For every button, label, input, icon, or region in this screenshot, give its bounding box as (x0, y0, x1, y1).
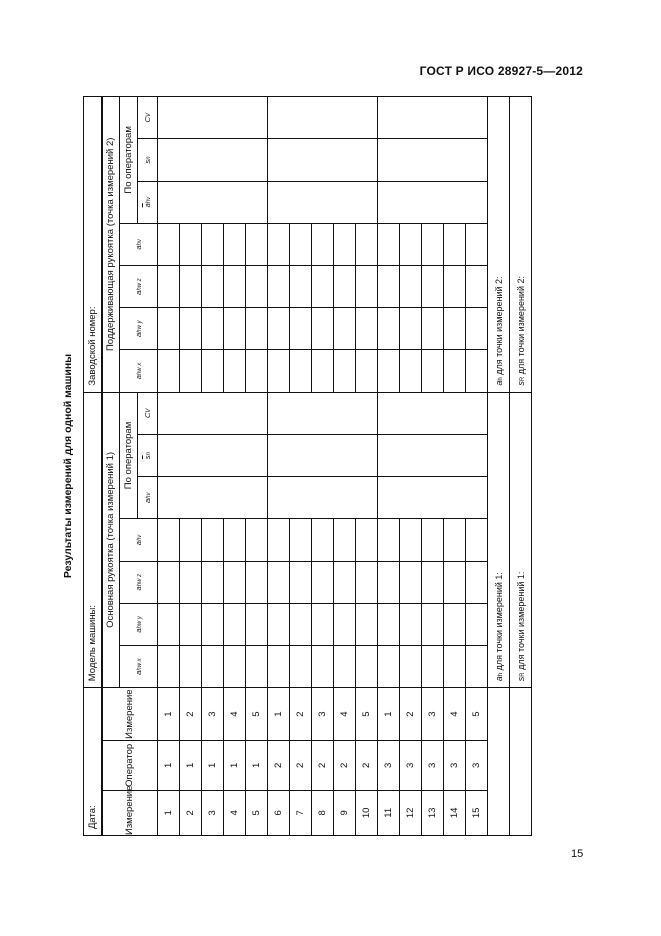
rotated-table-container (62, 96, 545, 836)
value-cell[interactable] (378, 308, 400, 350)
value-cell[interactable] (312, 223, 334, 265)
ahwy-header-2: ahw y (120, 308, 158, 350)
value-cell[interactable] (180, 603, 202, 645)
value-cell[interactable] (444, 308, 466, 350)
value-cell[interactable] (422, 603, 444, 645)
value-cell[interactable] (334, 265, 356, 307)
value-cell[interactable] (246, 519, 268, 561)
value-cell[interactable] (334, 603, 356, 645)
row-operator: 2 (268, 741, 290, 791)
row-measurement: 2 (180, 688, 202, 741)
value-cell[interactable] (400, 350, 422, 392)
value-cell[interactable] (444, 265, 466, 307)
row-number: 4 (224, 790, 246, 835)
value-cell[interactable] (158, 646, 180, 688)
row-number: 3 (202, 790, 224, 835)
value-cell[interactable] (158, 603, 180, 645)
row-operator: 2 (334, 741, 356, 791)
value-cell[interactable] (378, 265, 400, 307)
by-operators-1: По операторам (120, 392, 138, 519)
table-row (378, 97, 400, 836)
value-cell[interactable] (180, 561, 202, 603)
row-measurement: 4 (334, 688, 356, 741)
value-cell[interactable] (466, 519, 488, 561)
value-cell[interactable] (312, 350, 334, 392)
row-number: 15 (466, 790, 488, 835)
row-operator: 1 (158, 741, 180, 791)
value-cell[interactable] (312, 519, 334, 561)
value-cell[interactable] (466, 646, 488, 688)
value-cell[interactable] (400, 223, 422, 265)
ahwz-header-1: ahw z (120, 561, 158, 603)
ahv-mean-header-2: $\overline{a}hv$ (138, 181, 158, 223)
value-cell[interactable] (202, 308, 224, 350)
group2-header: Поддерживающая рукоятка (точка измерений 2) (102, 97, 120, 393)
value-cell[interactable] (290, 603, 312, 645)
value-cell[interactable] (422, 223, 444, 265)
value-cell[interactable] (246, 561, 268, 603)
row-measurement: 1 (158, 688, 180, 741)
value-cell[interactable] (202, 561, 224, 603)
row-operator: 3 (378, 741, 400, 791)
row-number: 12 (400, 790, 422, 835)
value-cell[interactable] (246, 223, 268, 265)
value-cell[interactable] (312, 308, 334, 350)
row-number: 1 (158, 790, 180, 835)
value-cell[interactable] (378, 223, 400, 265)
value-cell[interactable] (356, 308, 378, 350)
ahv-mean-header-1: ahv (138, 477, 158, 519)
ahwx-header-2: ahw x (120, 350, 158, 392)
operator-stat-cell[interactable] (268, 434, 378, 476)
date-label: Дата: (84, 688, 102, 836)
value-cell[interactable] (334, 308, 356, 350)
value-cell[interactable] (422, 308, 444, 350)
value-cell[interactable] (444, 561, 466, 603)
operator-stat-cell[interactable] (268, 477, 378, 519)
value-cell[interactable] (422, 350, 444, 392)
value-cell[interactable] (422, 561, 444, 603)
model-label: Модель машины: (84, 392, 102, 688)
row-measurement: 3 (312, 688, 334, 741)
ah-point2: ah для точки измерений 2: (488, 97, 510, 393)
by-operators-2: По операторам (120, 97, 138, 224)
value-cell[interactable] (246, 308, 268, 350)
row-operator: 3 (444, 741, 466, 791)
value-cell[interactable] (268, 265, 290, 307)
row-operator: 1 (246, 741, 268, 791)
value-cell[interactable] (246, 265, 268, 307)
value-cell[interactable] (202, 519, 224, 561)
row-operator: 1 (202, 741, 224, 791)
row-number: 2 (180, 790, 202, 835)
value-cell[interactable] (466, 561, 488, 603)
value-cell[interactable] (180, 265, 202, 307)
row-measurement: 1 (268, 688, 290, 741)
value-cell[interactable] (312, 561, 334, 603)
ahv-header-2: ahv (120, 223, 158, 265)
value-cell[interactable] (290, 308, 312, 350)
operator-stat-cell[interactable] (158, 434, 268, 476)
value-cell[interactable] (158, 519, 180, 561)
operator-stat-cell[interactable] (378, 434, 488, 476)
value-cell[interactable] (180, 646, 202, 688)
operator-stat-cell[interactable] (378, 477, 488, 519)
ahwx-header-1: ahw x (120, 646, 158, 688)
value-cell[interactable] (312, 603, 334, 645)
value-cell[interactable] (180, 350, 202, 392)
value-cell[interactable] (290, 350, 312, 392)
cv-header-1: CV (138, 392, 158, 434)
operator-stat-cell[interactable] (158, 392, 268, 434)
row-measurement: 5 (356, 688, 378, 741)
value-cell[interactable] (466, 603, 488, 645)
header-operator: Оператор (102, 741, 158, 791)
value-cell[interactable] (268, 308, 290, 350)
value-cell[interactable] (268, 646, 290, 688)
row-number: 9 (334, 790, 356, 835)
value-cell[interactable] (158, 265, 180, 307)
value-cell[interactable] (356, 519, 378, 561)
row-measurement: 5 (246, 688, 268, 741)
value-cell[interactable] (202, 223, 224, 265)
operator-stat-cell[interactable] (378, 392, 488, 434)
operator-stat-cell[interactable] (378, 139, 488, 181)
value-cell[interactable] (356, 223, 378, 265)
value-cell[interactable] (466, 350, 488, 392)
table-title: Результаты измерений для одной машины (62, 353, 74, 579)
value-cell[interactable] (334, 561, 356, 603)
operator-stat-cell[interactable] (378, 181, 488, 223)
row-measurement: 3 (422, 688, 444, 741)
value-cell[interactable] (246, 646, 268, 688)
value-cell[interactable] (444, 646, 466, 688)
operator-stat-cell[interactable] (158, 139, 268, 181)
value-cell[interactable] (356, 350, 378, 392)
operator-stat-cell[interactable] (158, 97, 268, 139)
value-cell[interactable] (290, 519, 312, 561)
value-cell[interactable] (202, 265, 224, 307)
value-cell[interactable] (224, 646, 246, 688)
row-number: 7 (290, 790, 312, 835)
row-measurement: 5 (466, 688, 488, 741)
value-cell[interactable] (158, 308, 180, 350)
table-row (158, 97, 180, 836)
value-cell[interactable] (422, 519, 444, 561)
value-cell[interactable] (158, 561, 180, 603)
operator-stat-cell[interactable] (268, 181, 378, 223)
value-cell[interactable] (422, 265, 444, 307)
row-number: 14 (444, 790, 466, 835)
operator-stat-cell[interactable] (378, 97, 488, 139)
row-number: 8 (312, 790, 334, 835)
row-operator: 1 (180, 741, 202, 791)
ah-point1: ah для точки измерений 1: (488, 392, 510, 688)
value-cell[interactable] (290, 265, 312, 307)
ahwz-header-2: ahw z (120, 265, 158, 307)
operator-stat-cell[interactable] (268, 139, 378, 181)
value-cell[interactable] (356, 561, 378, 603)
value-cell[interactable] (202, 646, 224, 688)
sr-point1: sR для точки измерений 1: (510, 392, 532, 688)
value-cell[interactable] (180, 519, 202, 561)
value-cell[interactable] (400, 603, 422, 645)
cv-header-2: CV (138, 97, 158, 139)
sn-header-2: sn (138, 139, 158, 181)
value-cell[interactable] (444, 519, 466, 561)
data-rows (158, 97, 488, 836)
operator-stat-cell[interactable] (158, 477, 268, 519)
value-cell[interactable] (312, 646, 334, 688)
value-cell[interactable] (246, 350, 268, 392)
value-cell[interactable] (356, 603, 378, 645)
row-number: 11 (378, 790, 400, 835)
value-cell[interactable] (378, 603, 400, 645)
value-cell[interactable] (378, 561, 400, 603)
standard-designation: ГОСТ Р ИСО 28927-5—2012 (419, 64, 583, 78)
row-operator: 3 (466, 741, 488, 791)
value-cell[interactable] (400, 265, 422, 307)
value-cell[interactable] (268, 223, 290, 265)
value-cell[interactable] (356, 265, 378, 307)
summary-spacer-1 (488, 688, 510, 836)
value-cell[interactable] (202, 350, 224, 392)
ahwy-header-1: ahw y (120, 603, 158, 645)
row-measurement: 2 (400, 688, 422, 741)
group1-header: Основная рукоятка (точка измерений 1) (102, 392, 120, 688)
operator-stat-cell[interactable] (158, 181, 268, 223)
value-cell[interactable] (400, 646, 422, 688)
row-measurement: 4 (444, 688, 466, 741)
value-cell[interactable] (378, 519, 400, 561)
value-cell[interactable] (202, 603, 224, 645)
serial-label: Заводской номер: (84, 97, 102, 393)
sn-header-1: $\overline{s}n$ (138, 434, 158, 476)
value-cell[interactable] (444, 603, 466, 645)
value-cell[interactable] (268, 350, 290, 392)
value-cell[interactable] (444, 223, 466, 265)
row-operator: 2 (312, 741, 334, 791)
value-cell[interactable] (466, 308, 488, 350)
value-cell[interactable] (334, 646, 356, 688)
row-number: 6 (268, 790, 290, 835)
value-cell[interactable] (224, 223, 246, 265)
row-number: 5 (246, 790, 268, 835)
row-number: 10 (356, 790, 378, 835)
header-measurement: Измерение (102, 790, 158, 835)
header-measurement-no: Измерение (102, 688, 158, 741)
value-cell[interactable] (378, 350, 400, 392)
value-cell[interactable] (290, 646, 312, 688)
value-cell[interactable] (378, 646, 400, 688)
row-measurement: 4 (224, 688, 246, 741)
row-operator: 2 (356, 741, 378, 791)
value-cell[interactable] (400, 519, 422, 561)
row-measurement: 2 (290, 688, 312, 741)
operator-stat-cell[interactable] (268, 392, 378, 434)
summary-spacer-2 (510, 688, 532, 836)
value-cell[interactable] (290, 223, 312, 265)
value-cell[interactable] (224, 308, 246, 350)
value-cell[interactable] (334, 223, 356, 265)
value-cell[interactable] (356, 646, 378, 688)
results-table (83, 96, 532, 836)
ahv-header-1: ahv (120, 519, 158, 561)
row-measurement: 1 (378, 688, 400, 741)
value-cell[interactable] (466, 223, 488, 265)
value-cell[interactable] (158, 223, 180, 265)
row-operator: 3 (400, 741, 422, 791)
value-cell[interactable] (224, 350, 246, 392)
value-cell[interactable] (466, 265, 488, 307)
table-row (268, 97, 290, 836)
sr-point2: sR для точки измерений 2: (510, 97, 532, 393)
row-measurement: 3 (202, 688, 224, 741)
operator-stat-cell[interactable] (268, 97, 378, 139)
value-cell[interactable] (334, 519, 356, 561)
value-cell[interactable] (422, 646, 444, 688)
value-cell[interactable] (400, 308, 422, 350)
value-cell[interactable] (246, 603, 268, 645)
value-cell[interactable] (334, 350, 356, 392)
value-cell[interactable] (268, 561, 290, 603)
value-cell[interactable] (180, 223, 202, 265)
value-cell[interactable] (180, 308, 202, 350)
value-cell[interactable] (224, 603, 246, 645)
value-cell[interactable] (400, 561, 422, 603)
value-cell[interactable] (224, 561, 246, 603)
value-cell[interactable] (290, 561, 312, 603)
row-operator: 2 (290, 741, 312, 791)
value-cell[interactable] (224, 265, 246, 307)
value-cell[interactable] (158, 350, 180, 392)
value-cell[interactable] (224, 519, 246, 561)
value-cell[interactable] (268, 603, 290, 645)
page-number: 15 (571, 848, 584, 860)
row-operator: 1 (224, 741, 246, 791)
value-cell[interactable] (444, 350, 466, 392)
value-cell[interactable] (268, 519, 290, 561)
row-number: 13 (422, 790, 444, 835)
value-cell[interactable] (312, 265, 334, 307)
row-operator: 3 (422, 741, 444, 791)
